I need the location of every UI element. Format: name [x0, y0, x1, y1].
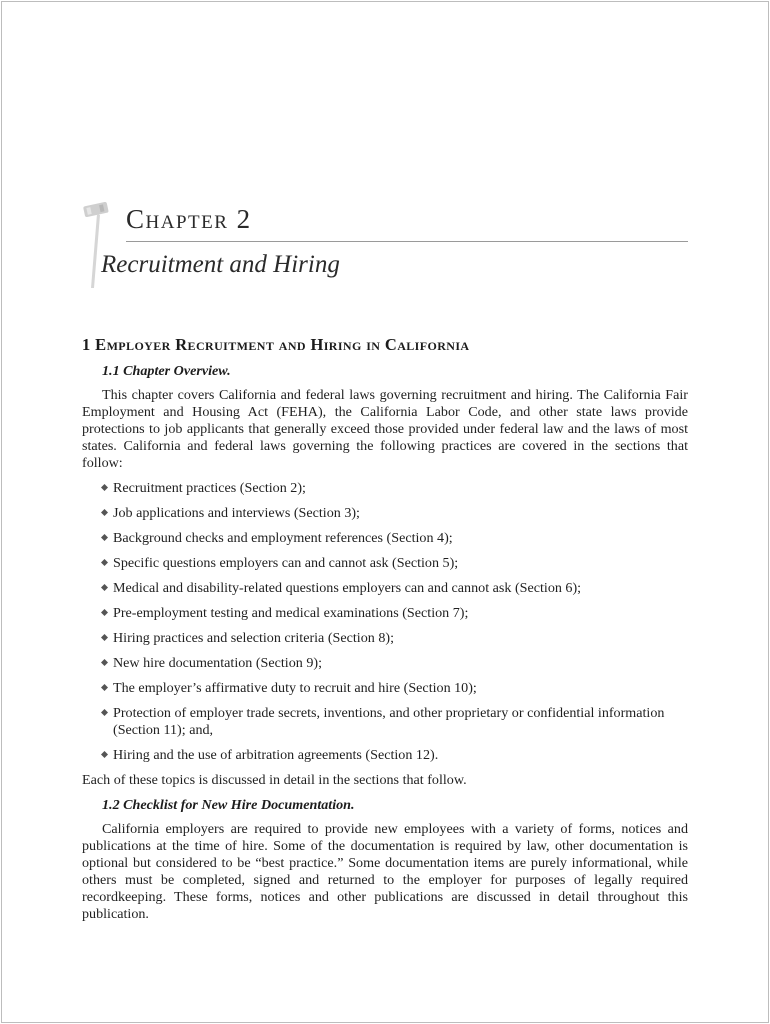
diamond-bullet-icon [101, 609, 108, 616]
chapter-subtitle: Recruitment and Hiring [101, 251, 340, 278]
list-item-text: Hiring and the use of arbitration agreements (Section 12). [113, 747, 439, 763]
list-item [82, 655, 688, 672]
list-item [82, 747, 688, 764]
page-content [82, 336, 688, 931]
diamond-bullet-icon [101, 534, 108, 541]
list-item [82, 705, 688, 739]
section-heading: 1 Employer Recruitment and Hiring in California [82, 335, 470, 354]
subsection-heading-overview: 1.1 Chapter Overview. [102, 363, 231, 379]
list-item-text: The employer’s affirmative duty to recruit and hire (Section 10); [113, 680, 477, 696]
diamond-bullet-icon [101, 659, 108, 666]
list-item-text: Protection of employer trade secrets, inventions, and other proprietary or confidential information (Section 11); and, [113, 705, 665, 738]
diamond-bullet-icon [101, 584, 108, 591]
diamond-bullet-icon [101, 634, 108, 641]
list-item [82, 680, 688, 697]
list-item [82, 605, 688, 622]
list-item-text: Medical and disability-related questions employers can and cannot ask (Section 6); [113, 580, 582, 596]
list-item-text: Hiring practices and selection criteria (Section 8); [113, 630, 394, 646]
closing-paragraph: Each of these topics is discussed in detail in the sections that follow. [82, 772, 467, 788]
diamond-bullet-icon [101, 509, 108, 516]
diamond-bullet-icon [101, 709, 108, 716]
list-item [82, 630, 688, 647]
chapter-rule [126, 241, 688, 242]
list-item-text: Pre-employment testing and medical examinations (Section 7); [113, 605, 469, 621]
diamond-bullet-icon [101, 751, 108, 758]
list-item [82, 530, 688, 547]
list-item-text: Specific questions employers can and cannot ask (Section 5); [113, 555, 459, 571]
list-item-text: Recruitment practices (Section 2); [113, 480, 306, 496]
overview-paragraph: This chapter covers California and federal laws governing recruitment and hiring. The California Fair Employment and Housing Act (FEHA), the California Labor Code, and other state laws provide protections to job applicants that generally exceed those provided under federal law and the laws of most states. California and federal laws governing the following practices are covered in the sections that follow: [82, 387, 688, 471]
list-item [82, 480, 688, 497]
list-item-text: Job applications and interviews (Section 3); [113, 505, 360, 521]
list-item-text: New hire documentation (Section 9); [113, 655, 322, 671]
diamond-bullet-icon [101, 484, 108, 491]
diamond-bullet-icon [101, 559, 108, 566]
topics-list [82, 480, 688, 764]
subsection-heading-checklist: 1.2 Checklist for New Hire Documentation. [102, 797, 355, 813]
checklist-paragraph: California employers are required to provide new employees with a variety of forms, notices and publications at the time of hire. Some of the documentation is required by law, other documentation is optional but considered to be “best practice.” Some documentation items are purely informational, while others must be completed, signed and returned to the employer for purposes of legally required recordkeeping. These forms, notices and other publications are discussed in detail throughout this publication. [82, 821, 688, 922]
list-item-text: Background checks and employment references (Section 4); [113, 530, 453, 546]
diamond-bullet-icon [101, 684, 108, 691]
list-item [82, 505, 688, 522]
list-item [82, 580, 688, 597]
chapter-title: Chapter 2 [126, 204, 252, 234]
list-item [82, 555, 688, 572]
